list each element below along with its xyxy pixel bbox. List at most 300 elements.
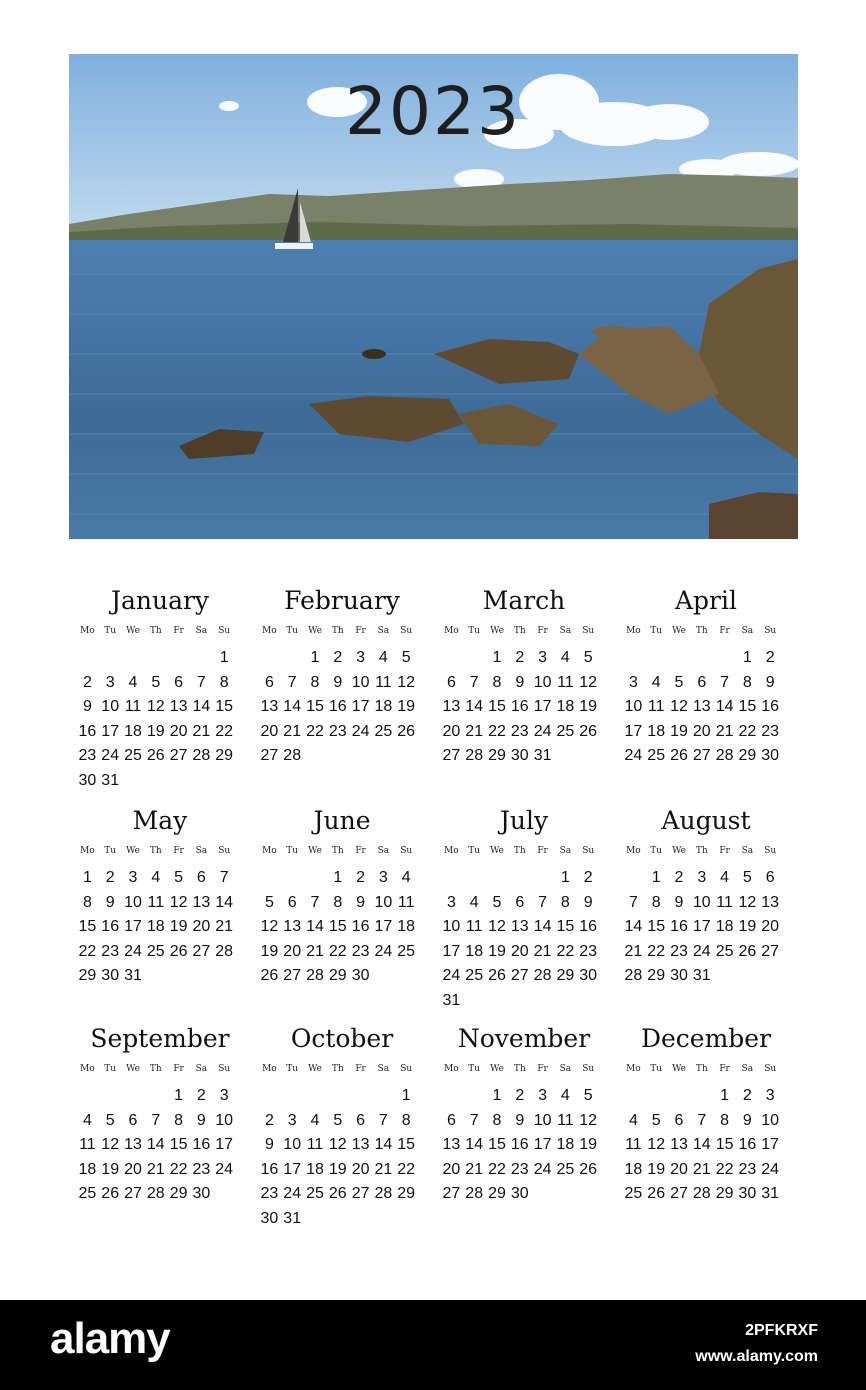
- day-cell: 25: [78, 1185, 97, 1202]
- day-cell: 22: [306, 722, 324, 740]
- day-cell: 21: [465, 1160, 484, 1178]
- weekday-label: Tu: [286, 846, 299, 856]
- day-cell: 17: [533, 698, 552, 715]
- weekday-label: Sa: [741, 626, 754, 636]
- day-cell: 7: [196, 673, 206, 691]
- day-cell: 15: [169, 1136, 188, 1153]
- weekday-label: Fr: [537, 626, 548, 636]
- day-cell: 4: [401, 869, 411, 886]
- empty-cell: [645, 1084, 668, 1109]
- empty-cell: [122, 1084, 145, 1109]
- day-cell: 27: [124, 1185, 142, 1202]
- weekday-label: We: [490, 846, 504, 856]
- weekday-label: Tu: [650, 846, 663, 856]
- day-cell: 20: [192, 918, 211, 935]
- weekday-label: Th: [331, 1064, 344, 1074]
- day-cell: 7: [287, 673, 297, 691]
- weekday-label: Sa: [559, 846, 572, 856]
- day-cell: 30: [761, 747, 780, 764]
- day-cell: 2: [196, 1087, 206, 1104]
- day-cell: 30: [101, 967, 120, 984]
- day-cell: 23: [78, 747, 97, 764]
- day-cell: 20: [692, 722, 711, 740]
- month-july: [440, 804, 608, 1013]
- day-cell: 8: [720, 1111, 730, 1129]
- day-cell: 26: [397, 722, 416, 740]
- day-cell: 9: [333, 673, 343, 691]
- day-cell: 24: [692, 942, 711, 960]
- day-cell: 29: [647, 967, 666, 984]
- empty-cell: [349, 1084, 372, 1109]
- weekday-label: Su: [400, 846, 413, 856]
- day-cell: 21: [192, 722, 211, 740]
- weekday-label: Su: [764, 626, 777, 636]
- weekday-label: Th: [513, 846, 526, 856]
- day-cell: 31: [761, 1185, 780, 1202]
- day-cell: 18: [556, 1136, 575, 1153]
- weekday-label: Th: [149, 626, 162, 636]
- weekday-label: Tu: [650, 626, 663, 636]
- day-cell: 4: [151, 869, 161, 886]
- day-cell: 30: [738, 1185, 757, 1202]
- day-cell: 28: [465, 747, 484, 764]
- day-cell: 8: [174, 1111, 184, 1129]
- day-cell: 5: [174, 869, 184, 886]
- day-cell: 30: [510, 747, 529, 764]
- day-cell: 14: [215, 893, 234, 911]
- day-cell: 11: [557, 1111, 574, 1129]
- day-cell: 11: [79, 1136, 96, 1153]
- weekday-label: Su: [400, 626, 413, 636]
- weekday-label: Tu: [104, 846, 117, 856]
- day-cell: 17: [351, 698, 370, 715]
- day-cell: 31: [533, 747, 552, 764]
- weekday-label: We: [672, 1064, 686, 1074]
- day-cell: 22: [328, 942, 347, 960]
- day-cell: 13: [124, 1136, 142, 1153]
- day-cell: 20: [283, 942, 302, 960]
- day-cell: 18: [624, 1160, 643, 1178]
- day-cell: 30: [579, 967, 598, 984]
- day-cell: 23: [579, 942, 598, 960]
- weekday-header: [440, 1060, 608, 1078]
- weekday-label: Tu: [468, 1064, 481, 1074]
- day-cell: 20: [442, 722, 461, 740]
- day-grid: [622, 1084, 790, 1207]
- day-cell: 18: [78, 1160, 97, 1178]
- day-cell: 20: [510, 942, 529, 960]
- day-cell: 25: [647, 747, 666, 764]
- day-cell: 7: [310, 893, 320, 911]
- day-cell: 4: [82, 1111, 92, 1129]
- day-cell: 18: [465, 942, 484, 960]
- day-cell: 12: [670, 698, 688, 715]
- day-cell: 20: [761, 918, 780, 935]
- day-cell: 19: [101, 1160, 120, 1178]
- day-cell: 6: [446, 673, 456, 691]
- day-cell: 17: [283, 1160, 302, 1178]
- year-title: 2023: [345, 73, 521, 150]
- day-cell: 17: [533, 1136, 552, 1153]
- day-cell: 3: [765, 1087, 775, 1104]
- day-cell: 7: [469, 1111, 479, 1129]
- weekday-label: Mo: [444, 846, 459, 856]
- day-cell: 4: [378, 649, 388, 666]
- day-cell: 15: [738, 698, 757, 715]
- empty-cell: [281, 646, 304, 671]
- day-cell: 6: [264, 673, 274, 691]
- weekday-header: [622, 622, 790, 640]
- weekday-label: Fr: [355, 1064, 366, 1074]
- day-grid: [440, 866, 608, 1013]
- day-cell: 17: [124, 918, 142, 935]
- day-cell: 27: [670, 1185, 688, 1202]
- day-grid: [622, 866, 790, 989]
- day-cell: 5: [105, 1111, 115, 1129]
- day-cell: 13: [442, 698, 461, 715]
- empty-cell: [690, 646, 713, 671]
- day-grid: [258, 866, 426, 989]
- day-cell: 24: [351, 722, 370, 740]
- day-cell: 9: [356, 893, 366, 911]
- empty-cell: [76, 1084, 99, 1109]
- day-cell: 9: [742, 1111, 752, 1129]
- weekday-label: Su: [218, 846, 231, 856]
- day-cell: 15: [647, 918, 666, 935]
- day-cell: 21: [146, 1160, 165, 1178]
- day-cell: 10: [761, 1111, 780, 1129]
- weekday-label: Mo: [262, 1064, 277, 1074]
- empty-cell: [668, 1084, 691, 1109]
- weekday-header: [258, 1060, 426, 1078]
- weekday-label: Su: [218, 626, 231, 636]
- day-cell: 5: [674, 673, 684, 691]
- weekday-label: Mo: [262, 846, 277, 856]
- day-cell: 13: [510, 918, 529, 935]
- weekday-label: Tu: [286, 626, 299, 636]
- day-cell: 29: [488, 747, 506, 764]
- day-cell: 6: [446, 1111, 456, 1129]
- empty-cell: [281, 1084, 304, 1109]
- weekday-label: Fr: [537, 1064, 548, 1074]
- day-cell: 7: [469, 673, 479, 691]
- empty-cell: [440, 1084, 463, 1109]
- weekday-label: Th: [513, 626, 526, 636]
- day-cell: 10: [215, 1111, 234, 1129]
- day-cell: 22: [556, 942, 575, 960]
- empty-cell: [304, 866, 327, 891]
- weekday-label: We: [490, 1064, 504, 1074]
- day-cell: 7: [378, 1111, 388, 1129]
- weekday-label: Th: [331, 846, 344, 856]
- empty-cell: [258, 1084, 281, 1109]
- day-grid: [258, 1084, 426, 1231]
- empty-cell: [144, 1084, 167, 1109]
- day-cell: 18: [397, 918, 416, 935]
- weekday-label: Fr: [173, 1064, 184, 1074]
- day-cell: 17: [761, 1136, 780, 1153]
- day-cell: 8: [401, 1111, 411, 1129]
- weekday-label: Th: [331, 626, 344, 636]
- weekday-label: We: [490, 626, 504, 636]
- day-cell: 8: [651, 893, 661, 911]
- weekday-label: Su: [218, 1064, 231, 1074]
- weekday-header: [440, 842, 608, 860]
- day-cell: 17: [215, 1136, 234, 1153]
- day-cell: 7: [538, 893, 548, 911]
- weekday-label: Mo: [80, 1064, 95, 1074]
- day-cell: 15: [556, 918, 575, 935]
- day-cell: 13: [351, 1136, 370, 1153]
- day-cell: 10: [624, 698, 643, 715]
- weekday-label: Fr: [355, 846, 366, 856]
- day-cell: 24: [533, 722, 552, 740]
- weekday-label: Fr: [719, 846, 730, 856]
- day-cell: 24: [124, 942, 142, 960]
- day-cell: 28: [692, 1185, 711, 1202]
- day-cell: 11: [147, 893, 165, 911]
- day-cell: 19: [397, 698, 416, 715]
- weekday-label: We: [672, 626, 686, 636]
- day-cell: 23: [328, 722, 347, 740]
- weekday-label: Fr: [719, 626, 730, 636]
- day-cell: 12: [169, 893, 188, 911]
- day-cell: 27: [169, 747, 188, 764]
- day-cell: 5: [333, 1111, 343, 1129]
- day-cell: 3: [219, 1087, 229, 1104]
- day-cell: 10: [283, 1136, 302, 1153]
- day-cell: 6: [196, 869, 206, 886]
- day-cell: 2: [333, 649, 343, 666]
- empty-cell: [99, 1084, 122, 1109]
- day-cell: 21: [692, 1160, 711, 1178]
- weekday-label: Su: [400, 1064, 413, 1074]
- day-cell: 29: [715, 1185, 734, 1202]
- day-grid: [258, 646, 426, 769]
- day-cell: 1: [82, 869, 92, 886]
- day-cell: 25: [397, 942, 416, 960]
- day-cell: 16: [761, 698, 780, 715]
- day-cell: 30: [670, 967, 688, 984]
- day-cell: 25: [715, 942, 734, 960]
- day-cell: 1: [651, 869, 661, 886]
- day-cell: 10: [351, 673, 370, 691]
- day-cell: 12: [738, 893, 757, 911]
- day-cell: 18: [374, 698, 393, 715]
- day-cell: 23: [670, 942, 688, 960]
- empty-cell: [167, 646, 190, 671]
- day-cell: 2: [264, 1111, 274, 1129]
- day-cell: 24: [215, 1160, 234, 1178]
- day-cell: 14: [306, 918, 324, 935]
- weekday-label: Th: [149, 1064, 162, 1074]
- day-cell: 2: [356, 869, 366, 886]
- day-grid: [440, 1084, 608, 1207]
- day-cell: 15: [215, 698, 234, 715]
- day-cell: 3: [697, 869, 707, 886]
- day-cell: 20: [442, 1160, 461, 1178]
- day-cell: 23: [761, 722, 780, 740]
- day-cell: 6: [515, 893, 525, 911]
- website-text: www.alamy.com: [695, 1348, 818, 1365]
- day-cell: 20: [124, 1160, 142, 1178]
- day-cell: 9: [515, 1111, 525, 1129]
- day-cell: 18: [556, 698, 575, 715]
- day-cell: 18: [146, 918, 165, 935]
- day-grid: [76, 646, 244, 793]
- day-cell: 19: [647, 1160, 666, 1178]
- weekday-label: Fr: [173, 626, 184, 636]
- day-cell: 19: [328, 1160, 347, 1178]
- day-cell: 7: [151, 1111, 161, 1129]
- weekday-label: Sa: [741, 846, 754, 856]
- month-january: [76, 584, 244, 793]
- weekday-label: Th: [695, 626, 708, 636]
- day-grid: [76, 1084, 244, 1207]
- day-cell: 19: [670, 722, 688, 740]
- day-cell: 14: [624, 918, 643, 935]
- day-cell: 26: [328, 1185, 347, 1202]
- day-cell: 26: [579, 722, 598, 740]
- weekday-label: Th: [695, 846, 708, 856]
- weekday-label: We: [308, 626, 322, 636]
- day-cell: 14: [533, 918, 552, 935]
- weekday-label: Su: [582, 846, 595, 856]
- day-cell: 19: [260, 942, 279, 960]
- day-cell: 19: [738, 918, 757, 935]
- empty-cell: [372, 1084, 395, 1109]
- month-name: February: [284, 586, 400, 615]
- day-cell: 21: [306, 942, 324, 960]
- empty-cell: [122, 646, 145, 671]
- empty-cell: [622, 866, 645, 891]
- day-cell: 4: [310, 1111, 320, 1129]
- empty-cell: [622, 1084, 645, 1109]
- empty-cell: [258, 646, 281, 671]
- day-cell: 5: [583, 1087, 593, 1104]
- day-cell: 25: [306, 1185, 324, 1202]
- empty-cell: [440, 866, 463, 891]
- day-cell: 19: [169, 918, 188, 935]
- month-august: [622, 804, 790, 989]
- weekday-label: We: [126, 846, 140, 856]
- day-cell: 4: [628, 1111, 638, 1129]
- weekday-label: Sa: [195, 1064, 208, 1074]
- day-cell: 3: [356, 649, 366, 666]
- weekday-header: [258, 842, 426, 860]
- day-cell: 24: [283, 1185, 302, 1202]
- day-cell: 12: [579, 1111, 598, 1129]
- weekday-label: Tu: [650, 1064, 663, 1074]
- empty-cell: [463, 866, 486, 891]
- day-cell: 13: [169, 698, 188, 715]
- weekday-label: Su: [764, 846, 777, 856]
- day-cell: 17: [692, 918, 711, 935]
- month-october: [258, 1022, 426, 1231]
- day-cell: 15: [397, 1136, 416, 1153]
- day-cell: 5: [651, 1111, 661, 1129]
- day-cell: 1: [742, 649, 752, 666]
- day-cell: 15: [78, 918, 97, 935]
- day-cell: 27: [351, 1185, 370, 1202]
- day-cell: 31: [124, 967, 142, 984]
- day-cell: 16: [738, 1136, 757, 1153]
- day-cell: 2: [82, 673, 92, 691]
- weekday-label: Mo: [444, 626, 459, 636]
- day-cell: 29: [397, 1185, 416, 1202]
- empty-cell: [304, 1084, 327, 1109]
- day-cell: 31: [442, 991, 461, 1009]
- day-cell: 10: [533, 1111, 552, 1129]
- day-cell: 11: [397, 893, 415, 911]
- day-cell: 26: [670, 747, 688, 764]
- empty-cell: [668, 646, 691, 671]
- day-cell: 22: [488, 1160, 506, 1178]
- day-cell: 25: [556, 1160, 575, 1178]
- day-cell: 7: [697, 1111, 707, 1129]
- day-cell: 28: [306, 967, 324, 984]
- day-cell: 13: [260, 698, 279, 715]
- empty-cell: [622, 646, 645, 671]
- month-name: March: [482, 586, 566, 615]
- weekday-label: Mo: [262, 626, 277, 636]
- day-cell: 10: [101, 698, 120, 715]
- day-cell: 2: [765, 649, 775, 666]
- weekday-label: Sa: [377, 1064, 390, 1074]
- weekday-label: We: [308, 1064, 322, 1074]
- day-cell: 1: [401, 1087, 411, 1104]
- weekday-label: Tu: [104, 626, 117, 636]
- day-cell: 21: [215, 918, 234, 935]
- day-cell: 22: [738, 722, 757, 740]
- day-cell: 10: [692, 893, 711, 911]
- day-cell: 28: [215, 942, 234, 960]
- sea-scene-illustration: [69, 54, 798, 539]
- day-cell: 26: [146, 747, 165, 764]
- weekday-label: Tu: [468, 626, 481, 636]
- day-cell: 29: [215, 747, 234, 764]
- day-cell: 27: [260, 747, 279, 764]
- day-cell: 14: [283, 698, 302, 715]
- day-cell: 5: [264, 893, 274, 911]
- weekday-label: Fr: [173, 846, 184, 856]
- day-cell: 11: [306, 1136, 324, 1153]
- day-cell: 2: [515, 649, 525, 666]
- day-cell: 9: [82, 698, 92, 715]
- day-cell: 25: [146, 942, 165, 960]
- month-may: [76, 804, 244, 989]
- day-cell: 16: [192, 1136, 211, 1153]
- weekday-label: Th: [513, 1064, 526, 1074]
- month-november: [440, 1022, 608, 1207]
- weekday-label: Sa: [377, 846, 390, 856]
- day-cell: 6: [174, 673, 184, 691]
- brand-logo: alamy: [50, 1314, 170, 1363]
- day-cell: 5: [401, 649, 411, 666]
- weekday-label: Tu: [104, 1064, 117, 1074]
- day-cell: 3: [446, 893, 456, 911]
- day-cell: 1: [310, 649, 320, 666]
- day-cell: 16: [351, 918, 370, 935]
- day-cell: 10: [442, 918, 461, 935]
- day-cell: 8: [219, 673, 229, 691]
- day-cell: 6: [697, 673, 707, 691]
- weekday-label: Tu: [286, 1064, 299, 1074]
- weekday-label: Sa: [377, 626, 390, 636]
- month-name: November: [457, 1024, 591, 1053]
- day-cell: 10: [124, 893, 142, 911]
- weekday-label: Sa: [559, 626, 572, 636]
